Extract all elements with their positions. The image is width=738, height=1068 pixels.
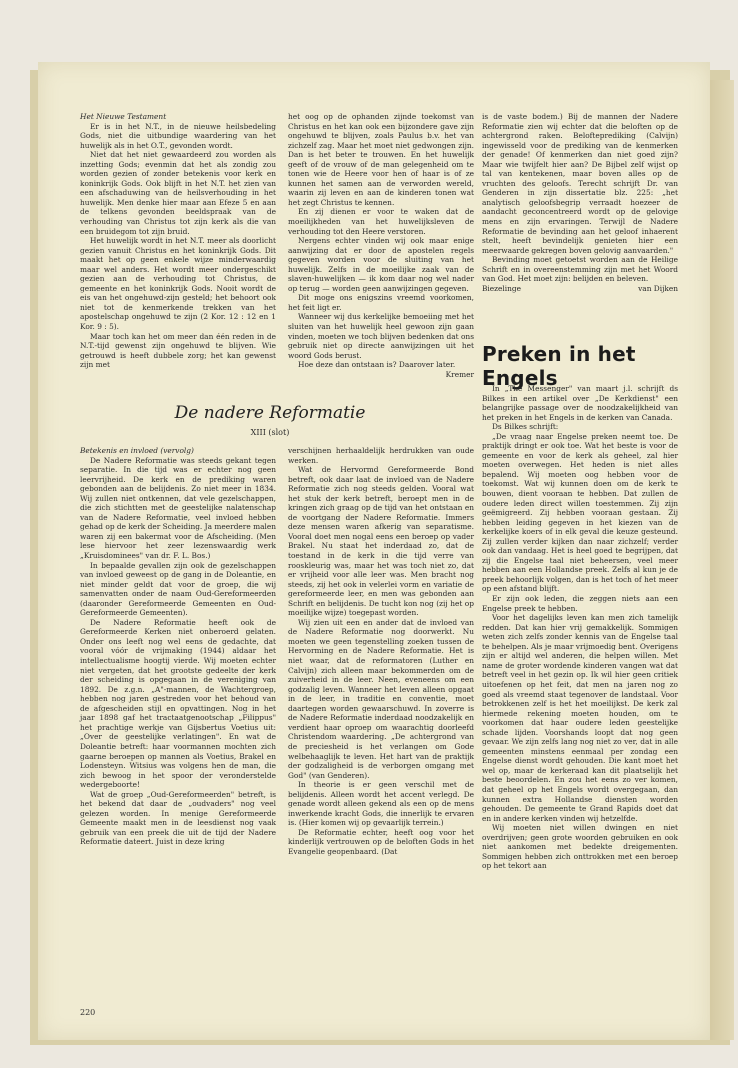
- signature-line: [288, 370, 474, 380]
- author-signature: Kremer: [445, 369, 474, 379]
- top-right-column: [482, 112, 678, 293]
- section-heading: Betekenis en invloed (vervolg): [80, 446, 194, 455]
- paragraph: In „The Messenger" van maart j.l. schrijft ds Bilkes in een artikel over „De Kerkdienst" een belangrijke passage over de noodzakelijkheid van het preken in het Engels in de kerken van Canada.: [482, 384, 678, 422]
- paragraph: Wat de groep „Oud-Gereformeerden" betreft, is het bekend dat daar de „oudvaders" nog veel gelezen worden. In menige Gereformeerde Gemeente maakt men in de leesdienst nog vaak gebruik van een preek die uit de tijd der Nadere Reformatie dateert. Juist in deze kring: [80, 789, 276, 847]
- paragraph: Bevinding moet getoetst worden aan de Heilige Schrift en in overeenstemming zijn met het Woord van God. Het moet zijn: belijden en beleven.: [482, 255, 678, 284]
- paragraph: Niet dat het niet gewaardeerd zou worden als inzetting Gods; evenmin dat het als zondig zou worden gezien of zonder betekenis voor kerk en koninkrijk Gods. Ook blijft in het N.T. het zien van een afschaduwing van de heilsverhouding in het huwelijk. Men denke hier maar aan Efeze 5 en aan de telkens gevonden beeldspraak van de verhouding van Christus tot zijn kerk als die van een bruidegom tot zijn bruid.: [80, 150, 276, 236]
- page-number: 220: [80, 1008, 96, 1017]
- section-heading: Het Nieuwe Testament: [80, 112, 167, 121]
- paragraph: „De vraag naar Engelse preken neemt toe. De praktijk dringt er ook toe. Wat het beste is voor de gemeente en voor de kerk als geheel, zal hier moeten overwegen. Het heden is niet alles bepalend. Wij moeten oog hebben voor de toekomst. Wat wij kunnen doen om de kerk te bouwen, dient vooraan te hebben. Dat zullen de oudere leden direct willen toestemmen. Zij zijn geëmigreerd. Zij hebben vooraan gestaan. Zij hebben leiding gegeven in het kiezen van de kerkelijke koers of in elk geval die keuze gesteund. Zij zullen verder kijken dan naar zichzelf; verder ook dan vandaag. Het is heel goed te begrijpen, dat zij die Engelse taal niet beheersen, veel meer hebben aan een Hollandse preek. Zelfs al kun je de preek behoorlijk volgen, dan is het toch of het meer op een afstand blijft.: [482, 431, 678, 594]
- paragraph: En zij dienen er voor te waken dat de moeilijkheden van het huwelijksleven de verhouding tot den Heere verstoren.: [288, 207, 474, 236]
- paragraph: Wanneer wij dus kerkelijke bemoeiing met het sluiten van het huwelijk heel gewoon zijn gaan vinden, moeten we toch blijven bedenken dat ons gebruik niet op directe aanwijzingen uit het woord Gods berust.: [288, 312, 474, 360]
- article-subtitle: XIII (slot): [250, 428, 290, 437]
- paragraph: Nergens echter vinden wij ook maar enige aanwijzing dat er door de apostelen regels gegeven worden voor de sluiting van het huwelijk. Zelfs in de moeilijke zaak van de slaven-huwelijken — ik kom daar nog wel nader op terug — worden geen aanwijzingen gegeven.: [288, 236, 474, 293]
- paragraph: Het huwelijk wordt in het N.T. meer als doorlicht gezien vanuit Christus en het koninkrijk Gods. Dit maakt het op geen enkele wijze minderwaardig maar wel anders. Het wordt meer ondergeschikt gezien aan de verhouding tot Christus, de gemeente en het koninkrijk Gods. Nooit wordt de eis van het ongehuwd-zijn gesteld; het behoort ook niet tot de kenmerkende trekken van het apostelschap ongehuwd te zijn (2 Kor. 12 : 12 en 1 Kor. 9 : 5).: [80, 236, 276, 332]
- paragraph: Hoe deze dan ontstaan is? Daarover later.: [298, 360, 456, 370]
- paragraph: is de vaste bodem.) Bij de mannen der Nadere Reformatie zien wij echter dat die beloften op de achtergrond raken. Belofteprediking (Calvijn) ingewisseld voor de prediking van de kenmerken der genade! Of kenmerken dan niet goed zijn? Maar wie twijfelt hier aan? De Bijbel zelf wijst op tal van kentekenen, maar boven alles op de vruchten des geloofs. Terecht schrijft Dr. van Genderen in zijn dissertatie blz. 225: „het analytisch geloofsbegrip verraadt hoezeer de aandacht geconcentreerd wordt op de gelovige mens en zijn ervaringen. Terwijl de Nadere Reformatie de bevinding aan het geloof inhaerent stelt, heeft bevindelijk genieten hier een meerwaarde gekregen boven gelovig aanvaarden.": [482, 112, 678, 255]
- paragraph: De Nadere Reformatie heeft ook de Gereformeerde Kerken niet onberoerd gelaten. Onder ons leeft nog wel eens de gedachte, dat vooral vóór de vrijmaking (1944) aldaar het intellectualisme hoogtij vierde. Wij moeten echter niet vergeten, dat het grootste gedeelte der kerk der scheiding is opgegaan in de vereniging van 1892. De z.g.n. „A"-mannen, de Wachtergroep, hebben nog jaren gestreden voor het behoud van de afgescheiden stijl en opvattingen. Nog in het jaar 1898 gaf het tractaatgenootschap „Filippus" het prachtige werkje van Gijsbertus Voetius uit: „Over de geestelijke verlatingen". En wat de Doleantie betreft: haar voormannen mochten zich gaarne beroepen op mannen als Voetius, Brakel en Lodensteyn. Witsius was volgens hen de man, die zich bewoog in het spoor der veronderstelde wedergeboorte!: [80, 617, 276, 790]
- paragraph: Wij moeten niet willen dwingen en niet overdrijven; geen grote woorden gebruiken en ook niet aankomen met bedekte dreigementen. Sommigen hebben zich onttrokken met een beroep op het tekort aan: [482, 823, 678, 871]
- paragraph: In theorie is er geen verschil met de belijdenis. Alleen wordt het accent verlegd. De genade wordt alleen gekend als een op de mens inwerkende kracht Gods, die innerlijk te ervaren is. (Hier komen wij op gevaarlijk terrein.): [288, 780, 474, 828]
- paragraph: Wat de Hervormd Gereformeerde Bond betreft, ook daar laat de invloed van de Nadere Reformatie zich nog steeds gelden. Vooral wat het stuk der kerk betreft, beroept men in de kringen zich graag op de tijd van het ontstaan en de voortgang der Nadere Reformatie. Immers deze mensen waren afkerig van separatisme. Vooral doet men nogal eens een beroep op vader Brakel. Nu staat het inderdaad zo, dat de toestand in de kerk in die tijd verre van rooskleurig was, maar het was toch niet zo, dat er vrijheid voor alle leer was. Men bracht nog steeds, zij het ook in velerlei vorm en variatie de gereformeerde leer, en men was gebonden aan Schrift en belijdenis. De tucht kon nog (zij het op moeilijke wijze) toegepast worden.: [288, 465, 474, 618]
- paragraph: het oog op de ophanden zijnde toekomst van Christus en het kan ook een bijzondere gave zijn ongehuwd te blijven, zoals Paulus b.v. het van zichzelf zag. Maar het moet niet gedwongen zijn. Dan is het beter te trouwen. En het huwelijk geeft of de vrouw of de man gelegenheid om te tonen wie de Heere voor hen of haar is of ze kunnen het samen aan de verworden wereld, waarin zij leven en aan de kinderen tonen wat het zegt Christus te kennen.: [288, 112, 474, 207]
- paragraph: In bepaalde gevallen zijn ook de gezelschappen van invloed geweest op de gang in de Doleantie, en niet minder geldt dat voor de groep, die wij samenvatten onder de naam Oud-Gereformeerden (daaronder Gereformeerde Gemeenten en Oud-Gereformeerde Gemeenten).: [80, 560, 276, 618]
- paragraph: De Nadere Reformatie was steeds gekant tegen separatie. In die tijd was er echter nog geen leervrijheid. De kerk en de prediking waren gebonden aan de belijdenis. Zo niet meer in 1834. Wij zullen niet ontkennen, dat vele gezelschappen, die zich stichtten met de geestelijke nalatenschap van de Nadere Reformatie, veel invloed hebben gehad op de kerk der Scheiding. Ja meerdere malen waren zij een bakermat voor de Afscheiding. (Men lese hiervoor het zeer lezenswaardig werk „Kruisdominees" van dr. F. L. Bos.): [80, 455, 276, 561]
- paragraph: Voor het dagelijks leven kan men zich tamelijk redden. Dat kan hier vrij gemakkelijk. Sommigen weten zich zelfs zonder kennis van de Engelse taal te behelpen. Als je maar vrijmoedig bent. Overigens zijn er altijd wel anderen, die helpen willen. Met name de groter wordende kinderen vangen wat dat betreft veel in het gezin op. Ik wil hier geen critiek uitoefenen op het feit, dat men na jaren nog zo goed als vreemd staat tegenover de landstaal. Voor betrokkenen zelf is het het moeilijkst. De kerk zal hiermede rekening moeten houden, om te voorkomen dat haar oudere leden geestelijke schade lijden. Voorshands loopt dat nog geen gevaar. We zijn zelfs lang nog niet zo ver, dat in alle gemeenten minstens eenmaal per zondag een Engelse dienst wordt gehouden. Die kant moet het wel op, maar de kerkeraad kan dit plaatselijk het beste beoordelen. En zou het eens zo ver komen, dat geheel op het Engels wordt overgegaan, dan kunnen extra Hollandse diensten worden gehouden. De gemeente te Grand Rapids doet dat en in andere kerken vinden wij hetzelfde.: [482, 613, 678, 823]
- top-left-column: [80, 112, 276, 370]
- paragraph: Wij zien uit een en ander dat de invloed van de Nadere Reformatie nog doorwerkt. Nu moeten we geen tegenstelling zoeken tussen de Hervorming en de Nadere Reformatie. Het is niet waar, dat de reformatoren (Luther en Calvijn) zich alleen maar bekommerden om de zuiverheid in de leer. Neen, eveneens om een godzalig leven. Wanneer het leven alleen opgaat in de leer, in traditie en conventie, moet daartegen worden gewaarschuwd. In zoverre is de Nadere Reformatie inderdaad noodzakelijk en verdient haar oproep om waarachtig doorleefd Christendom waardering. „De achtergrond van de preciesheid is het verlangen om Gode welbehaaglijk te leven. Het hart van de praktijk der godzaligheid is de verborgen omgang met God" (van Genderen).: [288, 617, 474, 780]
- paragraph: Ds Bilkes schrijft:: [492, 422, 559, 432]
- paragraph: verschijnen herhaaldelijk herdrukken van oude werken.: [288, 446, 474, 465]
- signature-place: Biezelinge: [482, 283, 522, 293]
- paragraph: Maar toch kan het om meer dan één reden in de N.T.-tijd gewenst zijn ongehuwd te blijven. Wie getrouwd is heeft dubbele zorg; het kan gewenst zijn met: [80, 331, 276, 370]
- paragraph: Er is in het N.T., in de nieuwe heilsbedeling Gods, niet die uitbundige waardering van het huwelijk als in het O.T., gevonden wordt.: [80, 121, 276, 150]
- signature-line: [482, 284, 678, 294]
- reformatie-left-column: [80, 446, 276, 847]
- reformatie-right-column: [288, 446, 474, 857]
- paragraph: Dit moge ons enigszins vreemd voorkomen, het feit ligt er.: [288, 293, 474, 312]
- article-title-reformatie: De nadere Reformatie: [174, 403, 366, 423]
- paragraph: Er zijn ook leden, die zeggen niets aan een Engelse preek te hebben.: [482, 594, 678, 613]
- top-middle-column: [288, 112, 474, 379]
- paragraph: De Reformatie echter, heeft oog voor het kinderlijk vertrouwen op de beloften Gods in het Evangelie geopenbaard. (Dat: [288, 827, 474, 856]
- engels-column: [482, 384, 678, 871]
- author-signature: van Dijken: [638, 283, 678, 293]
- article-title-engels: Preken in het Engels: [482, 342, 636, 390]
